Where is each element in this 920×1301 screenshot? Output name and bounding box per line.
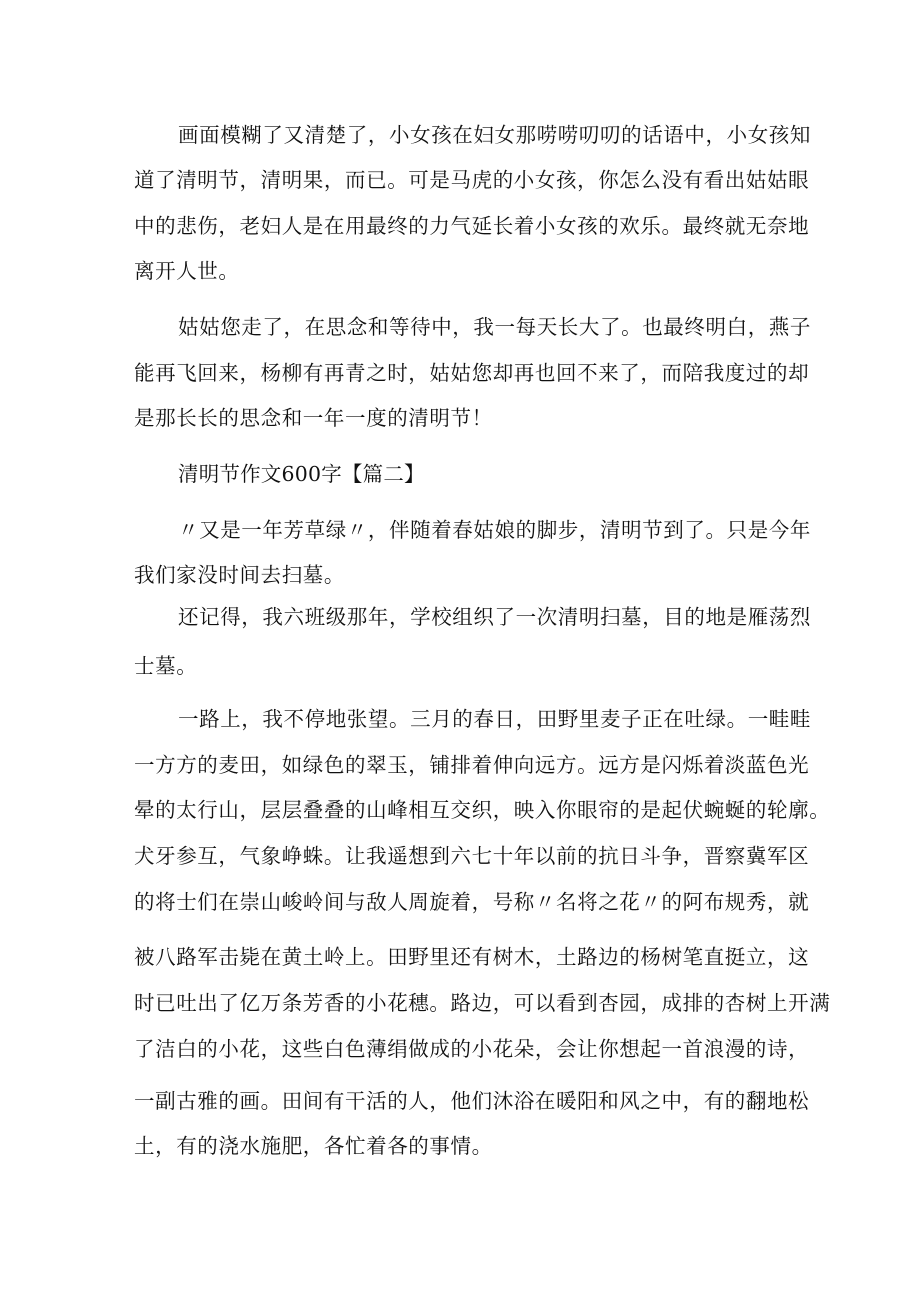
text-line: 被八路军击毙在黄土岭上。田野里还有树木，土路边的杨树笔直挺立，这 — [134, 945, 810, 969]
text-line: 犬牙参互，气象峥蛛。让我遥想到六七十年以前的抗日斗争，晋察冀军区 — [134, 844, 810, 868]
text-line: 的将士们在崇山峻岭间与敌人周旋着，号称〃名将之花〃的阿布规秀，就 — [134, 890, 810, 914]
text-line: 土，有的浇水施肥，各忙着各的事情。 — [134, 1134, 493, 1158]
text-line: 中的悲伤，老妇人是在用最终的力气延长着小女孩的欢乐。最终就无奈地 — [134, 214, 810, 238]
text-line: 离开人世。 — [134, 259, 240, 283]
text-line: 一副古雅的画。田间有干活的人，他们沐浴在暖阳和风之中，有的翻地松 — [134, 1089, 810, 1113]
text-line: 了洁白的小花，这些白色薄绢做成的小花朵，会让你想起一首浪漫的诗， — [134, 1037, 810, 1061]
text-line: 一方方的麦田，如绿色的翠玉，铺排着伸向远方。远方是闪烁着淡蓝色光 — [134, 753, 810, 777]
text-line: 姑姑您走了，在思念和等待中，我一每天长大了。也最终明白，燕子 — [178, 315, 811, 339]
text-line: 画面模糊了又清楚了，小女孩在妇女那唠唠叨叨的话语中，小女孩知 — [178, 123, 811, 147]
text-line: 〃又是一年芳草绿〃，伴随着春姑娘的脚步，清明节到了。只是今年 — [178, 518, 811, 542]
text-line: 一路上，我不停地张望。三月的春日，田野里麦子正在吐绿。一畦畦 — [178, 707, 811, 731]
text-line: 是那长长的思念和一年一度的清明节！ — [134, 406, 493, 430]
text-line: 时已吐出了亿万条芳香的小花穗。路边，可以看到杏园，成排的杏树上开满 — [134, 991, 831, 1015]
text-line: 能再飞回来，杨柳有再青之时，姑姑您却再也回不来了，而陪我度过的却 — [134, 361, 810, 385]
text-line: 我们家没时间去扫墓。 — [134, 563, 345, 587]
text-line: 晕的太行山，层层叠叠的山峰相互交织，映入你眼帘的是起伏蜿蜒的轮廓。 — [134, 798, 831, 822]
text-line: 士墓。 — [134, 654, 198, 678]
text-line: 还记得，我六班级那年，学校组织了一次清明扫墓，目的地是雁荡烈 — [178, 605, 811, 629]
heading-text: 清明节作文600字【篇二】 — [178, 462, 425, 486]
text-line: 道了清明节，清明果，而已。可是马虎的小女孩，你怎么没有看出姑姑眼 — [134, 168, 810, 192]
